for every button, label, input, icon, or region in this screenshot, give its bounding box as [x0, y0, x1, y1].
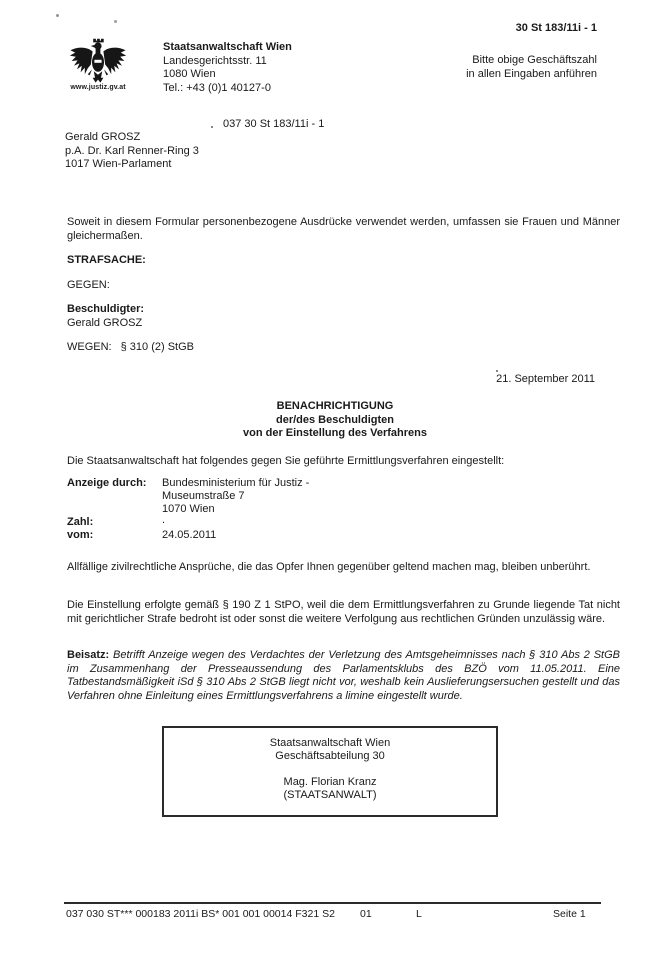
document-date: 21. September 2011 — [496, 373, 595, 385]
footer-page-number: Seite 1 — [553, 908, 586, 920]
anzeige-value-line3: 1070 Wien — [162, 503, 215, 515]
signature-box — [162, 726, 498, 817]
title-line3: von der Einstellung des Verfahrens — [243, 427, 427, 439]
beisatz-label: Beisatz: — [67, 649, 110, 661]
sender-phone: Tel.: +43 (0)1 40127-0 — [163, 81, 271, 94]
footer-code-suffix: 01 — [360, 908, 372, 920]
signature-spacer — [164, 763, 496, 776]
zahl-label: Zahl: — [67, 516, 94, 528]
sender-block — [163, 41, 292, 95]
signer-name: Mag. Florian Kranz — [283, 776, 377, 788]
wegen-value: § 310 (2) StGB — [120, 341, 194, 353]
anzeige-value-line1: Bundesministerium für Justiz - — [162, 477, 310, 489]
reference-note-line1: Bitte obige Geschäftszahl — [472, 54, 597, 66]
body-intro: Die Staatsanwaltschaft hat folgendes gegen Sie geführte Ermittlungsverfahren eingestellt: — [67, 455, 505, 467]
austrian-federal-eagle-icon — [68, 38, 128, 84]
anzeige-value-line2: Museumstraße 7 — [162, 490, 245, 502]
vom-value: 24.05.2011 — [162, 529, 217, 541]
justiz-logo — [66, 38, 130, 92]
sender-city: 1080 Wien — [163, 68, 216, 80]
scan-artifact-dot — [56, 14, 59, 17]
reference-note-line2: in allen Eingaben anführen — [466, 67, 597, 80]
sender-street: Landesgerichtsstr. 11 — [163, 54, 267, 67]
footer-code: 037 030 ST*** 000183 2011i BS* 001 001 00014 F321 S2 — [66, 908, 335, 920]
document-title — [135, 400, 535, 441]
recipient-reference: 037 30 St 183/11i - 1 — [223, 118, 325, 130]
vom-label: vom: — [67, 529, 94, 541]
reference-note — [347, 54, 597, 81]
footer-divider — [64, 902, 601, 904]
wegen-label: WEGEN: — [67, 341, 112, 353]
anzeige-value — [162, 477, 309, 516]
footer-letter-mark: L — [416, 908, 422, 920]
strafsache-label: STRAFSACHE: — [67, 254, 146, 266]
title-line1: BENACHRICHTIGUNG — [276, 400, 394, 412]
recipient-street: p.A. Dr. Karl Renner-Ring 3 — [65, 144, 199, 157]
scan-artifact-dot — [496, 370, 498, 372]
recipient-city: 1017 Wien-Parlament — [65, 158, 172, 170]
title-line2: der/des Beschuldigten — [276, 413, 394, 426]
sender-name: Staatsanwaltschaft Wien — [163, 41, 292, 53]
signature-department: Geschäftsabteilung 30 — [275, 750, 385, 762]
logo-caption: www.justiz.gv.at — [70, 84, 126, 91]
beisatz-paragraph — [67, 649, 620, 703]
beschuldigter-name: Gerald GROSZ — [67, 316, 143, 329]
beschuldigter-label: Beschuldigter: — [67, 303, 145, 315]
recipient-name: Gerald GROSZ — [65, 131, 141, 143]
gender-note: Soweit in diesem Formular personenbezogene Ausdrücke verwendet werden, umfassen sie Frauen und Männer gleichermaßen. — [67, 216, 620, 242]
recipient-block — [65, 131, 199, 172]
case-reference-number: 30 St 183/11i - 1 — [515, 22, 597, 34]
beschuldigter-block — [67, 303, 144, 330]
zahl-value: . — [162, 514, 166, 526]
scan-artifact-dot — [211, 126, 213, 128]
civil-claims-paragraph: Allfällige zivilrechtliche Ansprüche, die das Opfer Ihnen gegenüber geltend machen mag, bleiben unberührt. — [67, 561, 591, 573]
beisatz-text: Betrifft Anzeige wegen des Verdachtes der Verletzung des Amtsgeheimnisses nach § 310 Abs 2 StGB im Zusammenhang der Presseaussendung des Parlamentsklubs des BZÖ vom 11.05.2011. Eine Tatbestandsmäßigkeit iSd § 310 Abs 2 StGB liegt nicht vor, weshalb kein Auslieferungsersuchen gestellt und das Verfahren ohne Einleitung eines Ermittlungsverfahrens a limine eingestellt wurde. — [67, 649, 620, 702]
scan-artifact-dot — [114, 20, 117, 23]
einstellung-paragraph: Die Einstellung erfolgte gemäß § 190 Z 1 StPO, weil die dem Ermittlungsverfahren zu Grunde liegende Tat nicht mit gerichtlicher Strafe bedroht ist oder sonst die weitere Verfolgung aus rechtlichen Gründen unzulässig wäre. — [67, 599, 620, 625]
gegen-label: GEGEN: — [67, 279, 110, 291]
signer-role: (STAATSANWALT) — [283, 789, 377, 801]
wegen-line — [67, 341, 194, 355]
anzeige-label: Anzeige durch: — [67, 477, 147, 489]
signature-office: Staatsanwaltschaft Wien — [269, 737, 391, 749]
